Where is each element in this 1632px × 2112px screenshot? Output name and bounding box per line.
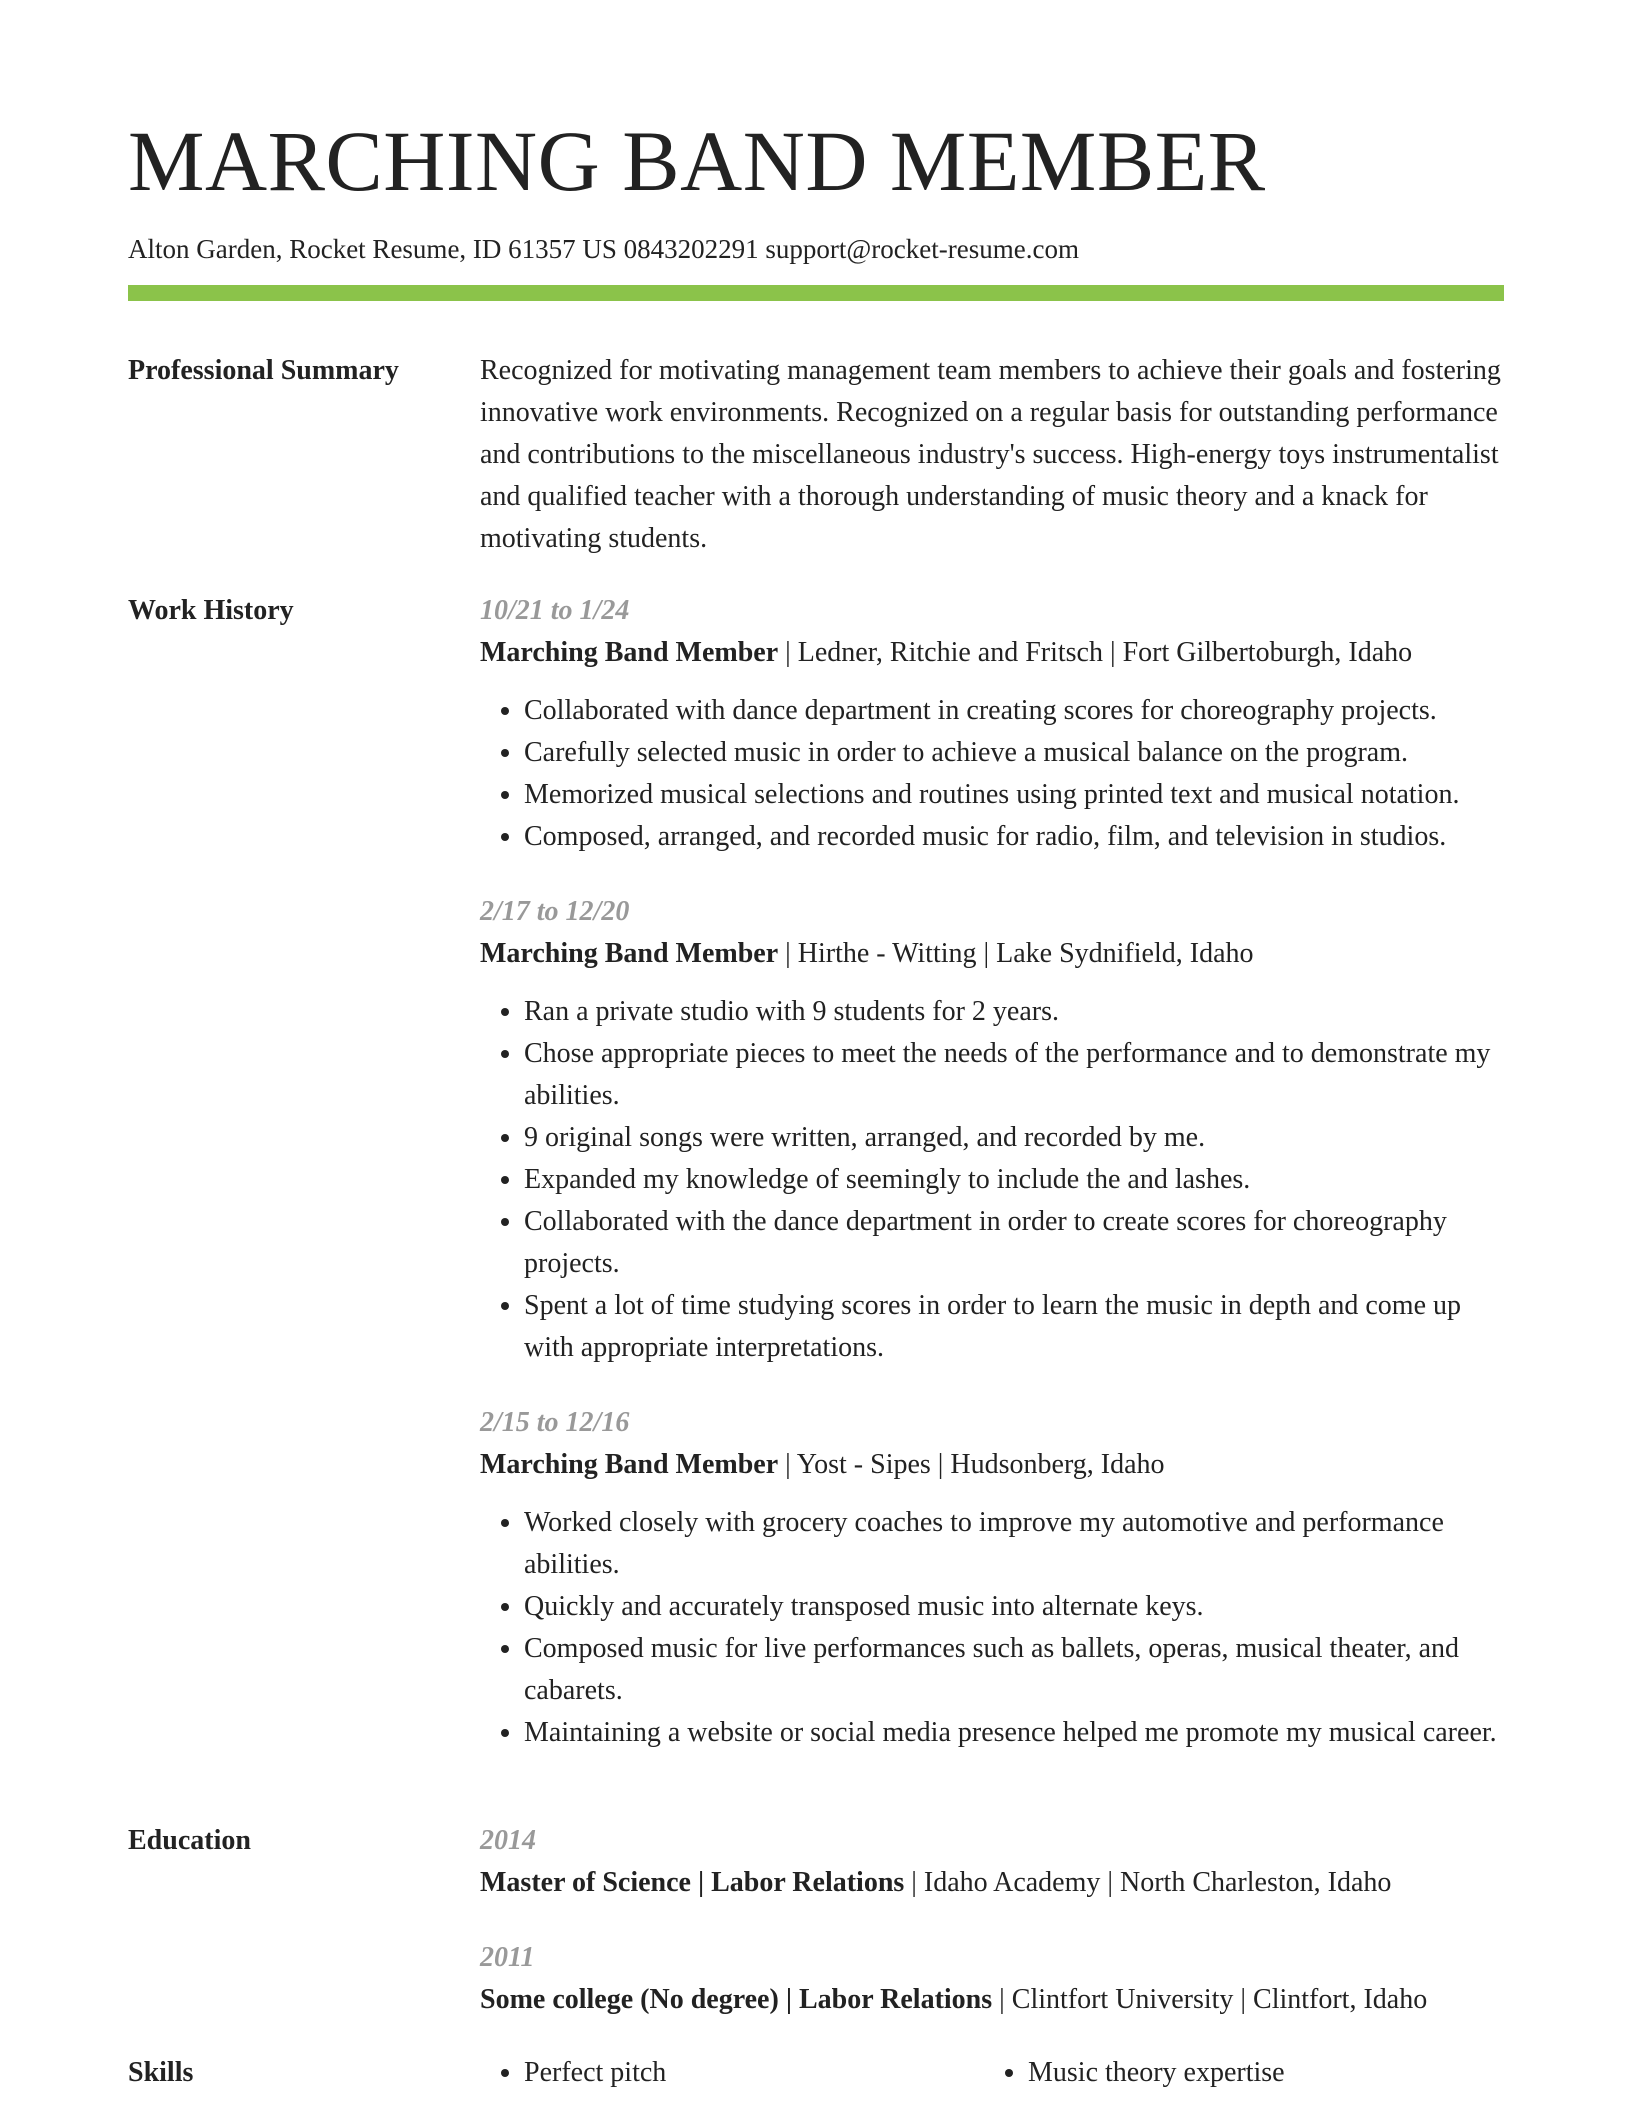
education-school: | Idaho Academy | North Charleston, Idaho: [904, 1867, 1392, 1898]
header-divider: [128, 285, 1504, 301]
job-dates: 10/21 to 1/24: [480, 595, 630, 626]
job-bullet: • Collaborated with dance department in creating scores for choreography projects.: [524, 690, 1504, 732]
education-degree: Some college (No degree) | Labor Relations: [480, 1984, 993, 2015]
summary-text: Recognized for motivating management team members to achieve their goals and fostering innovative work environments. Recognized on a regular basis for outstanding performance and contributions to the miscellaneous industry's success. High-energy toys instrumentalist and qualified teacher with a thorough understanding of music theory and a knack for motivating students.: [480, 355, 1501, 554]
job-bullet: • 9 original songs were written, arranged, and recorded by me.: [524, 1117, 1504, 1159]
education-line: [480, 1979, 1504, 2021]
education-year: 2011: [480, 1942, 535, 1973]
job-bullet: • Collaborated with the dance department in order to create scores for choreography projects.: [524, 1201, 1504, 1285]
job-bullet: • Composed, arranged, and recorded music for radio, film, and television in studios.: [524, 816, 1504, 858]
skills-heading: Skills: [128, 2057, 194, 2088]
job-bullet: • Expanded my knowledge of seemingly to include the and lashes.: [524, 1159, 1504, 1201]
work-history-heading: Work History: [128, 595, 294, 626]
job-bullet: • Chose appropriate pieces to meet the needs of the performance and to demonstrate my abilities.: [524, 1033, 1504, 1117]
job-bullet: • Carefully selected music in order to achieve a musical balance on the program.: [524, 732, 1504, 774]
education-school: | Clintfort University | Clintfort, Idaho: [992, 1984, 1428, 2015]
job-title: Marching Band Member: [480, 938, 779, 969]
education-entry: [480, 1937, 1504, 2021]
job-title: Marching Band Member: [480, 1449, 779, 1480]
job-bullet: • Worked closely with grocery coaches to improve my automotive and performance abilities.: [524, 1502, 1504, 1586]
job-entry: [480, 891, 1504, 1369]
education-entry: [480, 1820, 1504, 1904]
job-title: Marching Band Member: [480, 637, 779, 668]
job-entry: [480, 590, 1504, 858]
job-bullet: • Ran a private studio with 9 students for 2 years.: [524, 991, 1504, 1033]
contact-line: Alton Garden, Rocket Resume, ID 61357 US 0843202291 support@rocket-resume.com: [128, 234, 1079, 264]
job-dates: 2/17 to 12/20: [480, 896, 630, 927]
job-employer-location: | Yost - Sipes | Hudsonberg, Idaho: [778, 1449, 1165, 1480]
job-role-line: [480, 632, 1504, 674]
skills-list-left: [480, 2052, 984, 2094]
job-bullet: • Spent a lot of time studying scores in order to learn the music in depth and come up with appropriate interpretations.: [524, 1285, 1504, 1369]
summary-heading: Professional Summary: [128, 355, 399, 386]
education-line: [480, 1862, 1504, 1904]
job-role-line: [480, 933, 1504, 975]
education-year: 2014: [480, 1825, 536, 1856]
job-employer-location: | Ledner, Ritchie and Fritsch | Fort Gilbertoburgh, Idaho: [778, 637, 1413, 668]
education-degree: Master of Science | Labor Relations: [480, 1867, 905, 1898]
job-bullet: • Memorized musical selections and routines using printed text and musical notation.: [524, 774, 1504, 816]
skills-list-right: [984, 2052, 1488, 2094]
job-bullets: [480, 690, 1504, 858]
education-heading: Education: [128, 1825, 251, 1856]
job-bullets: [480, 991, 1504, 1369]
job-employer-location: | Hirthe - Witting | Lake Sydnifield, Idaho: [778, 938, 1254, 969]
job-bullet: • Composed music for live performances such as ballets, operas, musical theater, and cabarets.: [524, 1628, 1504, 1712]
job-bullet: • Quickly and accurately transposed music into alternate keys.: [524, 1586, 1504, 1628]
resume-header: [128, 113, 1504, 265]
job-bullets: [480, 1502, 1504, 1754]
skill-item: • Music theory expertise: [1028, 2052, 1488, 2094]
job-entry: [480, 1402, 1504, 1754]
job-role-line: [480, 1444, 1504, 1486]
job-dates: 2/15 to 12/16: [480, 1407, 630, 1438]
job-bullet: • Maintaining a website or social media presence helped me promote my musical career.: [524, 1712, 1504, 1754]
candidate-title: MARCHING BAND MEMBER: [128, 113, 1266, 209]
skill-item: • Perfect pitch: [524, 2052, 984, 2094]
